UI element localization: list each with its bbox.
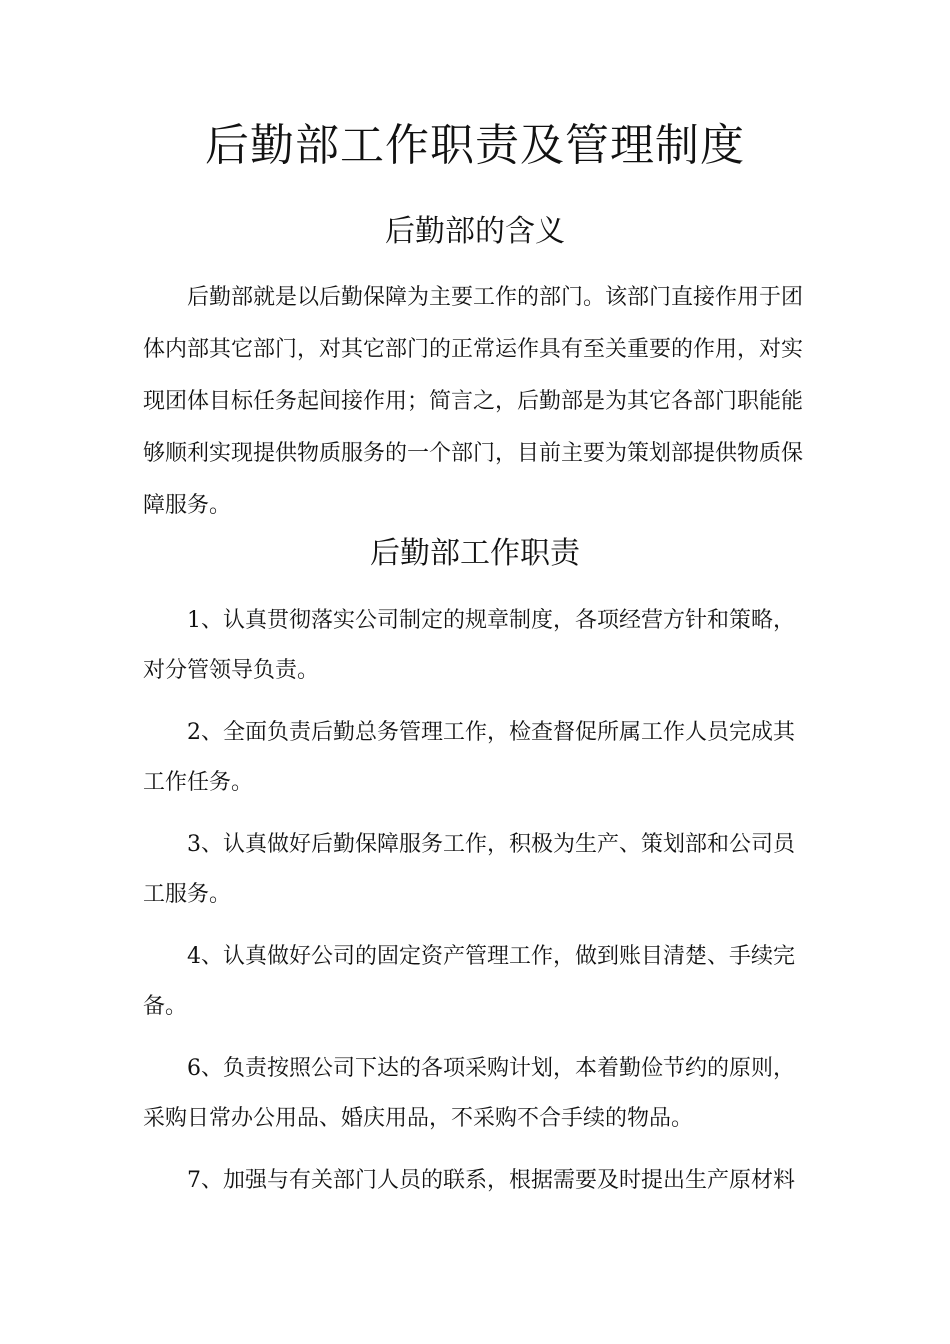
duty-item-line: 1、认真贯彻落实公司制定的规章制度，各项经营方针和策略， [187, 608, 795, 633]
duty-item-line: 对分管领导负责。 [143, 658, 320, 683]
section-heading-duties: 后勤部工作职责 [370, 536, 580, 571]
paragraph-line: 现团体目标任务起间接作用；简言之，后勤部是为其它各部门职能能 [143, 389, 804, 414]
duty-item-line: 7、加强与有关部门人员的联系，根据需要及时提出生产原材料 [187, 1168, 795, 1193]
duty-item-line: 工服务。 [143, 882, 232, 907]
duty-item-line: 2、全面负责后勤总务管理工作，检查督促所属工作人员完成其 [187, 720, 795, 745]
duty-item-line: 工作任务。 [143, 770, 254, 795]
paragraph-line: 体内部其它部门，对其它部门的正常运作具有至关重要的作用，对实 [143, 337, 804, 362]
paragraph-meaning [143, 272, 807, 532]
document-title: 后勤部工作职责及管理制度 [205, 120, 745, 171]
duty-item-line: 4、认真做好公司的固定资产管理工作，做到账目清楚、手续完 [187, 944, 795, 969]
duty-item-3 [143, 820, 807, 920]
duty-item-4 [143, 932, 807, 1032]
duty-item-line: 备。 [143, 994, 188, 1019]
paragraph-line: 够顺利实现提供物质服务的一个部门，目前主要为策划部提供物质保 [143, 441, 804, 466]
duty-item-line: 6、负责按照公司下达的各项采购计划，本着勤俭节约的原则， [187, 1056, 795, 1081]
duty-item-1 [143, 596, 807, 696]
duty-item-7 [143, 1156, 807, 1206]
paragraph-line: 障服务。 [143, 493, 232, 518]
duty-item-line: 采购日常办公用品、婚庆用品，不采购不合手续的物品。 [143, 1106, 694, 1131]
duty-item-2 [143, 708, 807, 808]
duty-item-6 [143, 1044, 807, 1144]
section-heading-meaning: 后勤部的含义 [385, 214, 565, 249]
paragraph-line: 后勤部就是以后勤保障为主要工作的部门。该部门直接作用于团 [187, 285, 804, 310]
duty-item-line: 3、认真做好后勤保障服务工作，积极为生产、策划部和公司员 [187, 832, 795, 857]
